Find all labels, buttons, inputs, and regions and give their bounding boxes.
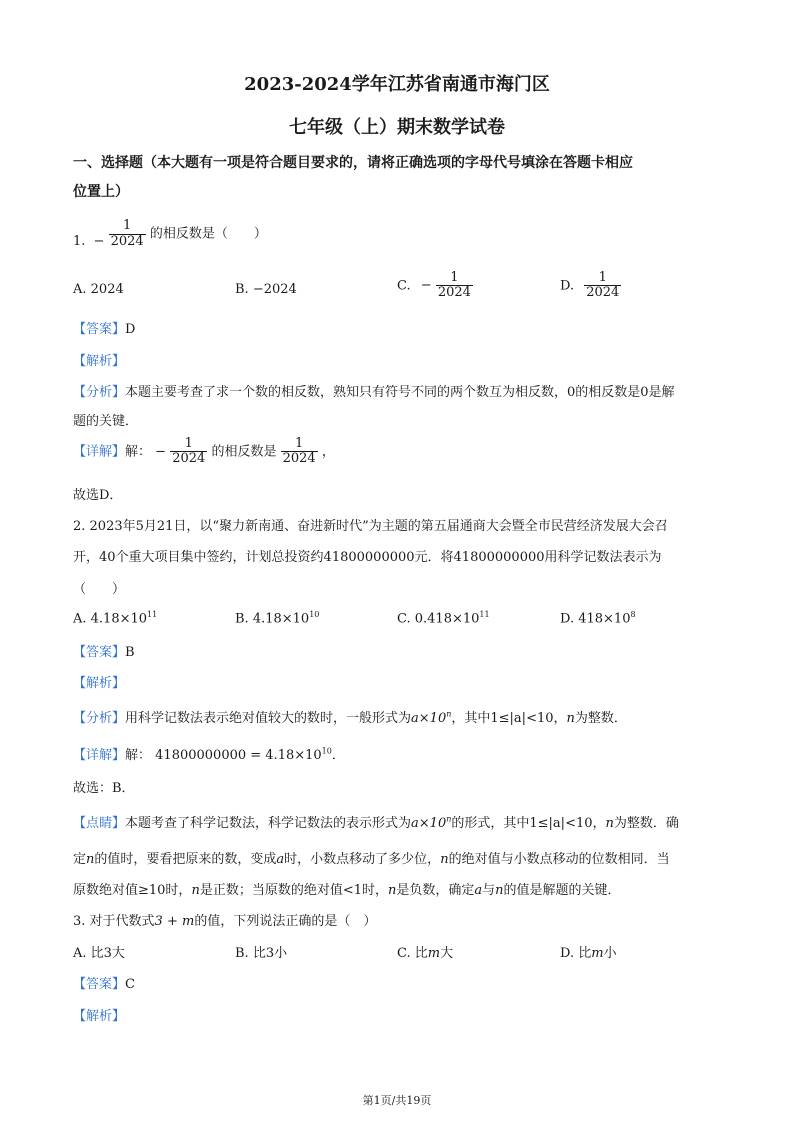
- q2-dj-1cond: 1≤|a|<10: [529, 816, 593, 831]
- q2-dianjing-line3: [73, 879, 621, 898]
- q1-fenxi-line2: 题的关键．: [73, 414, 139, 429]
- q3-stem: [73, 910, 376, 929]
- q1-detail: [73, 437, 335, 467]
- q2-dj-3b: 是正数；当原数的绝对值<1时，: [199, 883, 388, 898]
- q2-dj-3n3: n: [495, 883, 504, 898]
- q2-analysis-label: 【解析】: [73, 676, 126, 691]
- q2-fenxi-mid: ，其中: [451, 711, 491, 726]
- q1-option-d: [560, 271, 621, 301]
- q3-option-d: [560, 942, 617, 961]
- q3-stem-post: 的值，下列说法正确的是（ ）: [194, 914, 377, 929]
- q2-fenxi-cond: 1≤|a|<10: [490, 711, 554, 726]
- q1-fenxi-text: 本题主要考查了求一个数的相反数，熟知只有符号不同的两个数互为相反数，0的相反数是0是解: [125, 385, 675, 400]
- q1-frac-num: 1: [123, 218, 132, 234]
- q2-dj-3e: 的值是解题的关键．: [503, 883, 621, 898]
- q1-number: 1.: [73, 234, 86, 249]
- q2-option-d: [560, 610, 636, 626]
- q1-choose: 故选D．: [73, 488, 123, 503]
- q1-detail-num1: 1: [184, 436, 193, 451]
- q2-choose: 故选：B．: [73, 781, 135, 796]
- q1-answer-label: 【答案】: [73, 322, 126, 337]
- q1-stem: [73, 214, 267, 249]
- q2-option-a: [73, 610, 157, 626]
- q2-dj-1a: 本题考查了科学记数法，科学记数法的表示形式为: [125, 816, 412, 831]
- q3-answer-label: 【答案】: [73, 977, 126, 992]
- q2-fenxi-sep: ，: [553, 711, 567, 726]
- q2-dj-3n2: n: [387, 883, 397, 898]
- q3-option-a: A. 比3大: [73, 946, 125, 961]
- q2-detail-label: 【详解】: [73, 748, 126, 763]
- q3-option-c-post: 大: [440, 946, 454, 961]
- q1-minus: −: [93, 234, 105, 249]
- q3-option-c: [397, 942, 453, 961]
- q3-answer: [73, 973, 135, 992]
- q2-fenxi-label: 【分析】: [73, 711, 126, 726]
- q2-dj-2a2: a: [276, 852, 285, 867]
- q1-detail-minus: −: [155, 444, 167, 460]
- q2-dianjing-line1: [73, 812, 679, 831]
- q1-detail-den2: 2024: [282, 451, 316, 467]
- q2-answer-label: 【答案】: [73, 645, 126, 660]
- q1-detail-num2: 1: [295, 436, 304, 451]
- q2-dj-1sep: ，: [592, 816, 606, 831]
- q2-dj-2d: 的绝对值与小数点移动的位数相同．当: [448, 852, 670, 867]
- q2-detail: [73, 744, 345, 763]
- q1-option-d-den: 2024: [586, 285, 620, 301]
- q2-fenxi-formula: a×10: [411, 711, 447, 726]
- q2-fenxi-n: n: [566, 711, 575, 726]
- q2-fenxi-exp: n: [446, 709, 452, 719]
- q2-option-b-exp: 10: [309, 610, 320, 619]
- q1-text: 的相反数是（ ）: [149, 226, 267, 242]
- q2-detail-text: 解： 41800000000 = 4.18×10: [125, 748, 322, 763]
- q2-dj-2a: 定: [73, 852, 87, 867]
- q1-option-c-minus: −: [420, 278, 432, 294]
- q1-option-a: A. 2024: [73, 282, 124, 297]
- q2-stem-line1: 2. 2023年5月21日，以“聚力新南通、奋进新时代”为主题的第五届通商大会暨全市民营经济发展大会召: [73, 519, 668, 534]
- q2-option-d-exp: 8: [630, 610, 636, 619]
- q2-dj-1exp: n: [446, 814, 452, 824]
- q2-stem-line3: （ ）: [73, 582, 126, 597]
- q2-dj-2n2: n: [440, 852, 449, 867]
- q1-fenxi-line1: [73, 381, 675, 400]
- q1-detail-end: ，: [321, 444, 335, 460]
- exam-title-line2: 七年级（上）期末数学试卷: [289, 117, 505, 138]
- q2-dianjing-line2: [73, 848, 670, 867]
- q1-option-c-fraction: [436, 271, 473, 301]
- q1-option-c-den: 2024: [437, 285, 471, 301]
- section-heading-line1: 一、选择题（本大题有一项是符合题目要求的，请将正确选项的字母代号填涂在答题卡相应: [73, 155, 633, 171]
- q2-option-c: [397, 610, 490, 626]
- q3-answer-value: C: [125, 977, 135, 992]
- q2-option-c-exp: 11: [479, 610, 490, 619]
- q1-detail-frac2: [281, 437, 318, 467]
- q2-dj-1b: 的形式，其中: [451, 816, 530, 831]
- q3-option-d-post: 小: [603, 946, 617, 961]
- q1-answer-value: D: [125, 322, 136, 337]
- q1-detail-frac1: [170, 437, 207, 467]
- q2-dj-2c: 时，小数点移动了多少位，: [284, 852, 441, 867]
- q2-dj-3c: 是负数，确定: [396, 883, 475, 898]
- q2-detail-exp: 10: [321, 746, 332, 756]
- q3-option-c-m: m: [427, 946, 441, 961]
- exam-title-line1: 2023-2024学年江苏省南通市海门区: [244, 74, 550, 95]
- q1-option-c-label: C.: [397, 278, 411, 294]
- q1-detail-den1: 2024: [172, 451, 206, 467]
- q2-option-b: [235, 610, 319, 626]
- q2-dj-2b: 的值时，要看把原来的数，变成: [94, 852, 277, 867]
- q2-dj-1f: a×10: [411, 816, 447, 831]
- page-footer: 第1页/共19页: [362, 1094, 432, 1107]
- q2-dj-3a2: a: [474, 883, 483, 898]
- q1-option-c-num: 1: [450, 270, 459, 285]
- q1-detail-label: 【详解】: [73, 444, 126, 460]
- q3-analysis-label: 【解析】: [73, 1009, 126, 1024]
- q1-fenxi-label: 【分析】: [73, 385, 126, 400]
- q2-dianjing-label: 【点睛】: [73, 816, 126, 831]
- q1-option-c: [397, 271, 473, 301]
- q3-option-b: B. 比3小: [235, 946, 288, 961]
- q2-answer-value: B: [125, 645, 135, 660]
- q2-option-d-text: D. 418×10: [560, 611, 631, 627]
- q3-stem-formula: 3 + m: [154, 914, 195, 929]
- q1-analysis-label: 【解析】: [73, 354, 126, 369]
- q1-option-d-num: 1: [598, 270, 607, 285]
- q1-detail-pre: 解：: [125, 444, 152, 460]
- q2-dj-1c: 为整数．确: [613, 816, 679, 831]
- q3-option-c-pre: C. 比: [397, 946, 428, 961]
- q2-dj-3n: n: [191, 883, 200, 898]
- q1-detail-mid: 的相反数是: [211, 444, 277, 460]
- q2-fenxi-end: 为整数．: [574, 711, 627, 726]
- q2-answer: [73, 641, 135, 660]
- q1-option-d-fraction: [584, 271, 621, 301]
- q3-option-d-pre: D. 比: [560, 946, 592, 961]
- q1-fraction: [109, 219, 146, 249]
- section-heading-line2: 位置上）: [73, 184, 129, 200]
- q3-stem-pre: 3. 对于代数式: [73, 914, 155, 929]
- q1-option-b: B. −2024: [235, 282, 297, 297]
- q2-fenxi: [73, 707, 627, 726]
- q2-option-a-text: A. 4.18×10: [73, 611, 148, 627]
- q2-fenxi-text: 用科学记数法表示绝对值较大的数时，一般形式为: [125, 711, 412, 726]
- q2-dj-3a: 原数绝对值≥10时，: [73, 883, 192, 898]
- q2-stem-line2: 开，40个重大项目集中签约，计划总投资约41800000000元．将41800000000用科学记数法表示为: [73, 550, 662, 565]
- q2-dj-1n: n: [605, 816, 614, 831]
- q2-option-a-exp: 11: [147, 610, 158, 619]
- q2-dj-2n: n: [86, 852, 95, 867]
- q2-option-b-text: B. 4.18×10: [235, 611, 310, 627]
- q2-detail-end: ．: [331, 748, 345, 763]
- q1-frac-den: 2024: [110, 233, 144, 249]
- q1-answer: [73, 318, 135, 337]
- q1-option-d-label: D.: [560, 278, 575, 294]
- q2-dj-3d: 与: [482, 883, 496, 898]
- q3-option-d-m: m: [591, 946, 604, 961]
- q2-option-c-text: C. 0.418×10: [397, 611, 480, 627]
